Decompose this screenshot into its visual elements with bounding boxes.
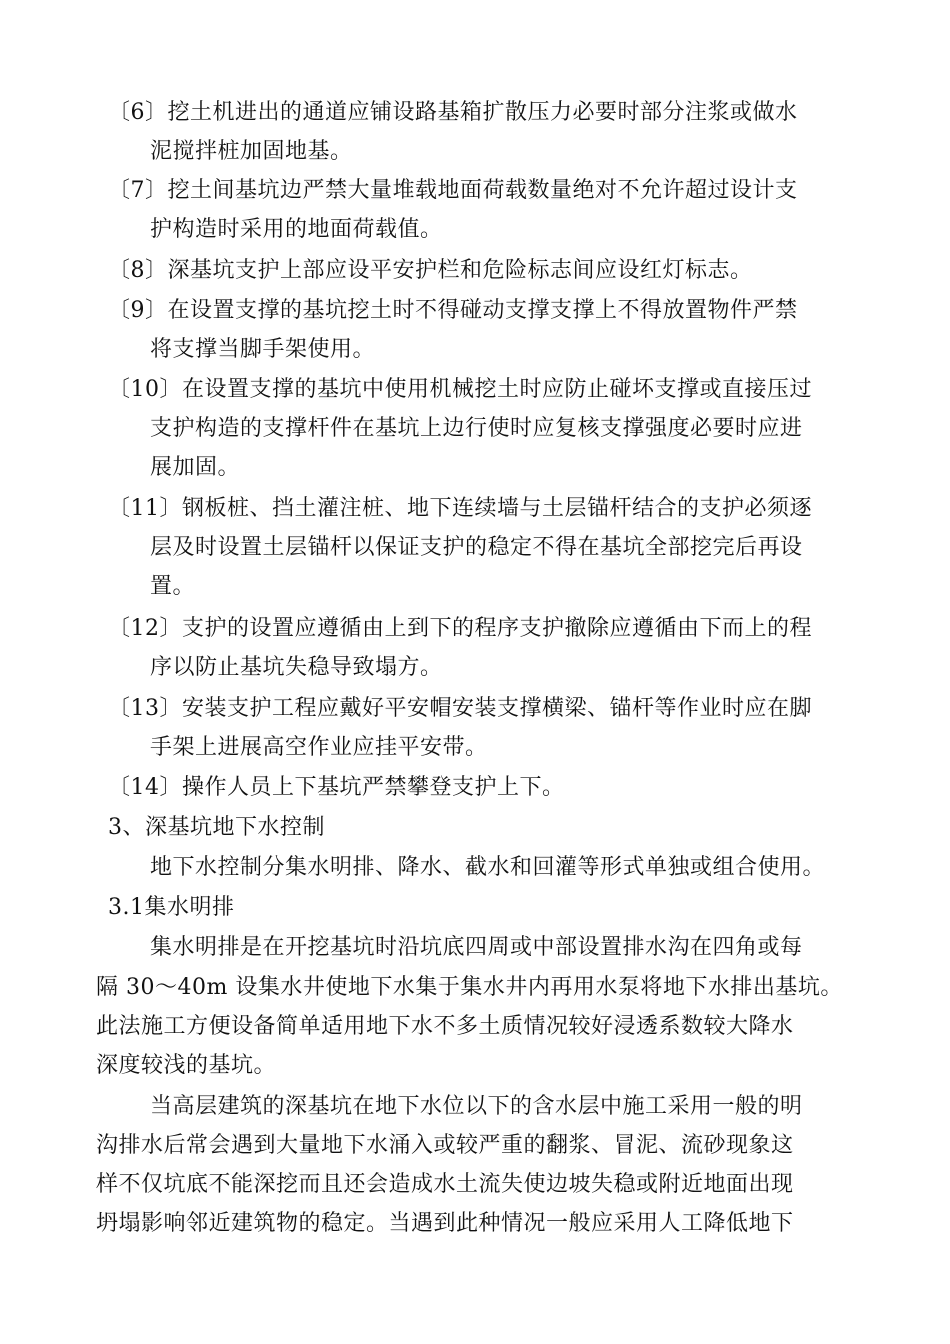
list-item-10: 〔10〕在设置支撑的基坑中使用机械挖土时应防止碰坏支撑或直接压过 (108, 377, 812, 402)
list-item-10-cont: 展加固。 (150, 455, 241, 480)
paragraph-line: 沟排水后常会遇到大量地下水涌入或较严重的翻浆、冒泥、流砂现象这 (96, 1133, 794, 1158)
list-item-14: 〔14〕操作人员上下基坑严禁攀登支护上下。 (108, 775, 565, 800)
list-item-12: 〔12〕支护的设置应遵循由上到下的程序支护撤除应遵循由下而上的程 (108, 616, 812, 641)
list-item-6-cont: 泥搅拌桩加固地基。 (150, 139, 353, 164)
paragraph-line: 深度较浅的基坑。 (96, 1053, 277, 1078)
list-item-11-cont: 层及时设置土层锚杆以保证支护的稳定不得在基坑全部挖完后再设 (150, 535, 803, 560)
list-item-12-cont: 序以防止基坑失稳导致塌方。 (150, 655, 443, 680)
list-item-10-cont: 支护构造的支撑杆件在基坑上边行使时应复核支撑强度必要时应进 (150, 416, 803, 441)
paragraph-line: 地下水控制分集水明排、降水、截水和回灌等形式单独或组合使用。 (150, 855, 826, 880)
list-item-7-cont: 护构造时采用的地面荷载值。 (150, 217, 443, 242)
list-item-9-cont: 将支撑当脚手架使用。 (150, 337, 376, 362)
subsection-heading: 3.1集水明排 (108, 895, 235, 920)
paragraph-line: 样不仅坑底不能深挖而且还会造成水土流失使边坡失稳或附近地面出现 (96, 1172, 794, 1197)
list-item-9: 〔9〕在设置支撑的基坑挖土时不得碰动支撑支撑上不得放置物件严禁 (108, 298, 798, 323)
list-item-7: 〔7〕挖土间基坑边严禁大量堆载地面荷载数量绝对不允许超过设计支 (108, 178, 798, 203)
paragraph-line: 当高层建筑的深基坑在地下水位以下的含水层中施工采用一般的明 (150, 1094, 803, 1119)
list-item-13: 〔13〕安装支护工程应戴好平安帽安装支撑横梁、锚杆等作业时应在脚 (108, 696, 812, 721)
list-item-8: 〔8〕深基坑支护上部应设平安护栏和危险标志间应设红灯标志。 (108, 258, 753, 283)
paragraph-line: 此法施工方便设备简单适用地下水不多土质情况较好浸透系数较大降水 (96, 1014, 794, 1039)
list-item-13-cont: 手架上进展高空作业应挂平安带。 (150, 735, 488, 760)
paragraph-line: 坍塌影响邻近建筑物的稳定。当遇到此种情况一般应采用人工降低地下 (96, 1211, 794, 1236)
paragraph-line: 隔 30～40m 设集水井使地下水集于集水井内再用水泵将地下水排出基坑。 (96, 975, 843, 1000)
list-item-6: 〔6〕挖土机进出的通道应铺设路基箱扩散压力必要时部分注浆或做水 (108, 100, 798, 125)
section-heading: 3、深基坑地下水控制 (108, 815, 325, 840)
list-item-11-cont: 置。 (150, 574, 196, 599)
paragraph-line: 集水明排是在开挖基坑时沿坑底四周或中部设置排水沟在四角或每 (150, 935, 803, 960)
list-item-11: 〔11〕钢板桩、挡土灌注桩、地下连续墙与土层锚杆结合的支护必须逐 (108, 496, 812, 521)
